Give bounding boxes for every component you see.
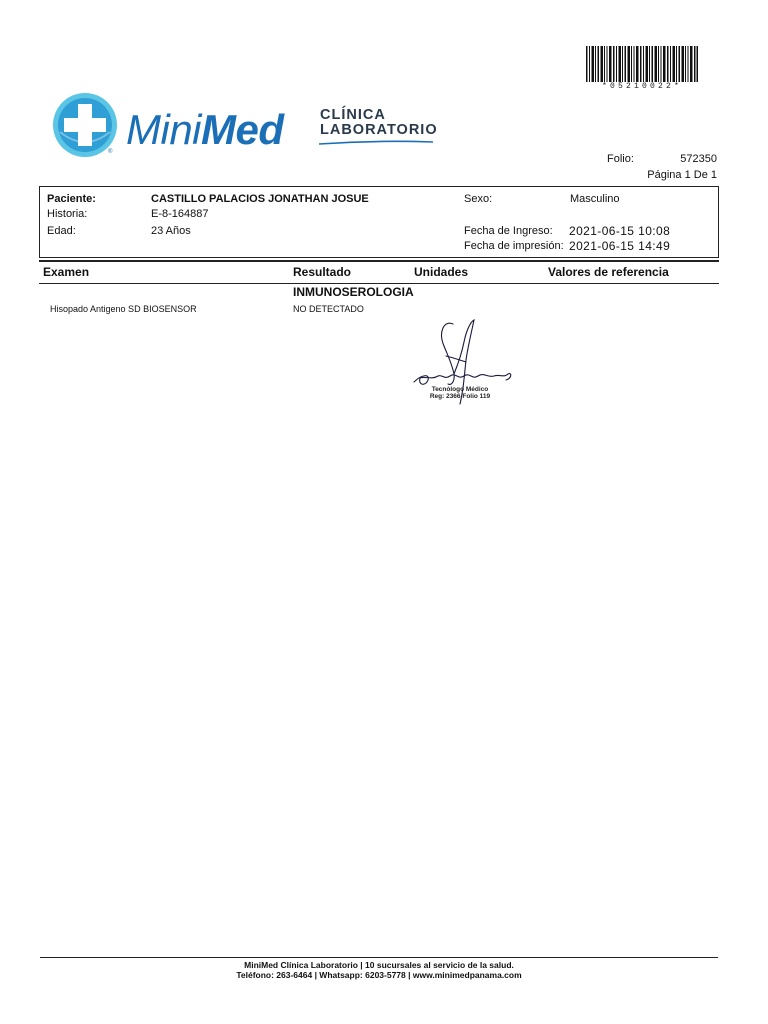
print-date-label: Fecha de impresión: [464, 240, 564, 252]
logo-subtitle [320, 108, 438, 138]
exam-name: Hisopado Antigeno SD BIOSENSOR [50, 304, 197, 314]
logo-underline [318, 140, 434, 146]
column-header-units: Unidades [414, 265, 469, 279]
age-value: 23 Años [151, 225, 191, 237]
column-header-result: Resultado [293, 265, 352, 279]
sex-label: Sexo: [464, 193, 493, 205]
logo-wordmark [126, 104, 284, 156]
folio-value: 572350 [680, 153, 717, 165]
logo-med: Med [201, 106, 284, 153]
footer-line-2: Teléfono: 263-6464 | Whatsapp: 6203-5778 | www.minimedpanama.com [236, 970, 522, 980]
barcode [586, 46, 698, 82]
patient-name-value: CASTILLO PALACIOS JONATHAN JOSUE [151, 193, 369, 205]
folio-label: Folio: [607, 153, 634, 165]
column-header-exam: Examen [43, 265, 90, 279]
footer-line-1: MiniMed Clínica Laboratorio | 10 sucursales al servicio de la salud. [244, 960, 514, 970]
history-label: Historia: [47, 208, 88, 220]
logo-sub-line1: CLÍNICA [320, 107, 386, 123]
print-date-value: 2021-06-15 14:49 [569, 239, 671, 253]
signature-role: Tecnólogo Médico [431, 386, 489, 393]
logo-mini: Mini [126, 106, 202, 153]
registered-mark: ® [108, 149, 113, 155]
admission-date-label: Fecha de Ingreso: [464, 225, 553, 237]
exam-result: NO DETECTADO [293, 304, 364, 314]
page-info: Página 1 De 1 [647, 169, 717, 181]
logo-sub-line2: LABORATORIO [320, 122, 438, 138]
footer-divider [40, 957, 718, 958]
section-title: INMUNOSEROLOGIA [293, 285, 414, 299]
barcode-text: *05210022* [601, 82, 682, 91]
history-value: E-8-164887 [151, 208, 209, 220]
age-label: Edad: [47, 225, 76, 237]
table-header-divider [39, 283, 719, 284]
sex-value: Masculino [570, 193, 620, 205]
patient-name-label: Paciente: [47, 193, 96, 205]
signature-registration: Reg: 2366 Folio 119 [429, 393, 491, 400]
signature-caption [410, 386, 510, 400]
admission-date-value: 2021-06-15 10:08 [569, 224, 671, 238]
column-header-reference: Valores de referencia [548, 265, 669, 279]
header-divider [39, 260, 719, 262]
